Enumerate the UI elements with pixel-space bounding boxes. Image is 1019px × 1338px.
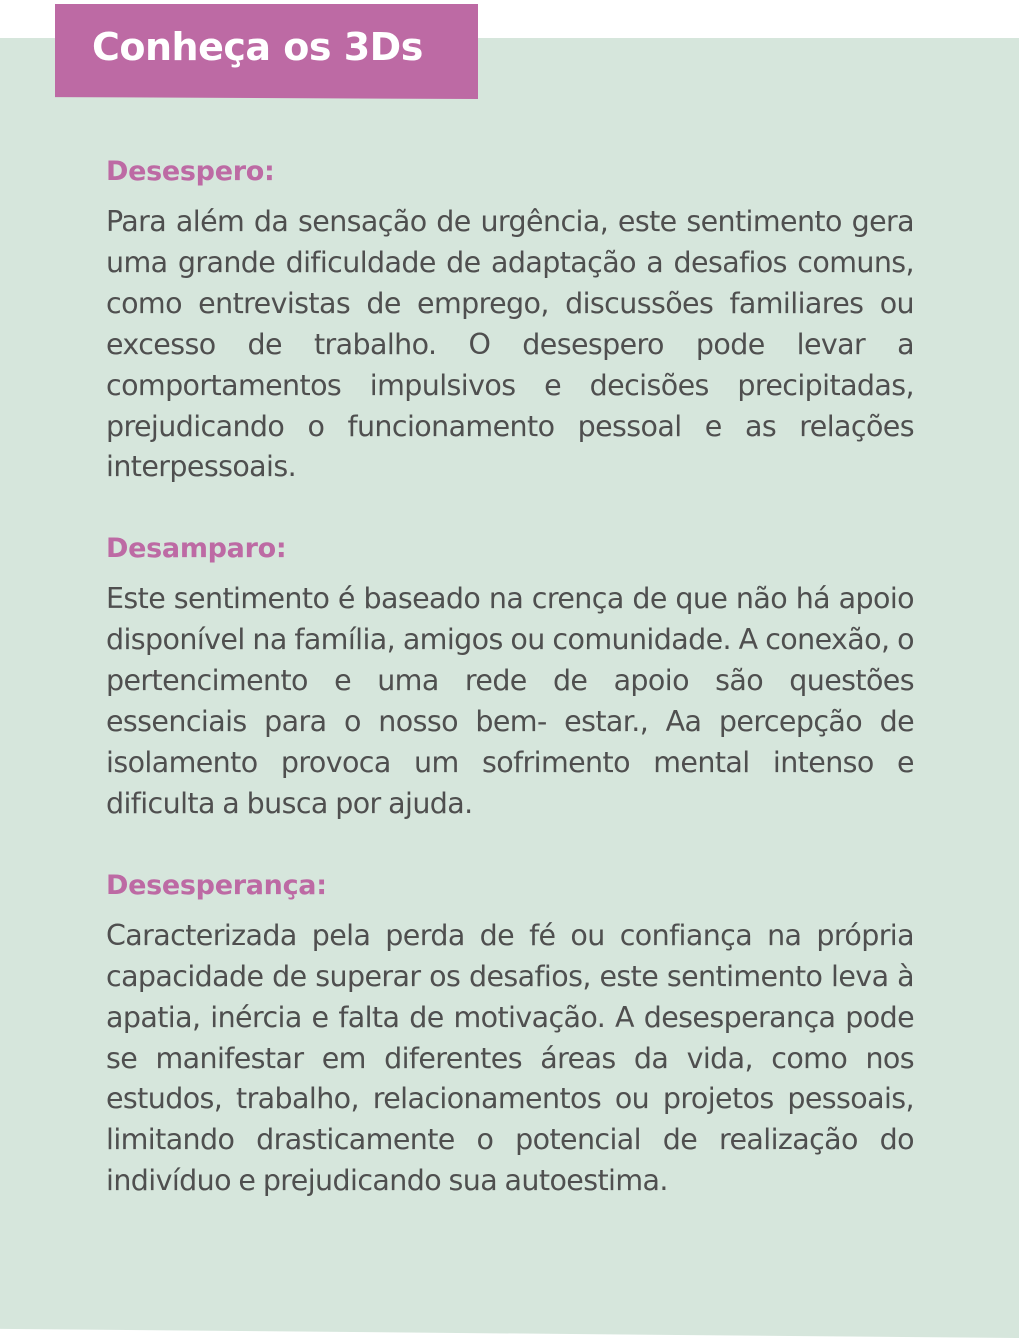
section-body: Para além da sensação de urgência, este sentimento gera uma grande dificuldade de adaptação a desafios comuns, como entrevistas de emprego, discussões familiares ou excesso de trabalho. O desespero pode levar a comportamentos impulsivos e decisões precipitadas, prejudicando o funcionamento pessoal e as relações interpessoais. — [106, 205, 914, 484]
content-column — [106, 150, 914, 1241]
section-body: Este sentimento é baseado na crença de que não há apoio disponível na família, amigos ou comunidade. A conexão, o pertencimento e uma rede de apoio são questões essenciais para o nosso bem- estar., Aa percepção de isolamento provoca um sofrimento mental intenso e dificulta a busca por ajuda. — [106, 582, 914, 820]
section-desamparo — [106, 527, 914, 824]
section-desespero — [106, 150, 914, 488]
section-desesperanca — [106, 864, 914, 1202]
section-heading: Desesperança: — [106, 869, 327, 901]
section-heading: Desamparo: — [106, 533, 287, 565]
section-body: Caracterizada pela perda de fé ou confiança na própria capacidade de superar os desafios, este sentimento leva à apatia, inércia e falta de motivação. A desesperança pode se manifestar em diferentes áreas da vida, como nos estudos, trabalho, relacionamentos ou projetos pessoais, limitando drasticamente o potencial de realização do indivíduo e prejudicando sua autoestima. — [106, 918, 914, 1198]
section-heading: Desespero: — [106, 156, 275, 187]
page-title: Conheça os 3Ds — [92, 25, 423, 69]
